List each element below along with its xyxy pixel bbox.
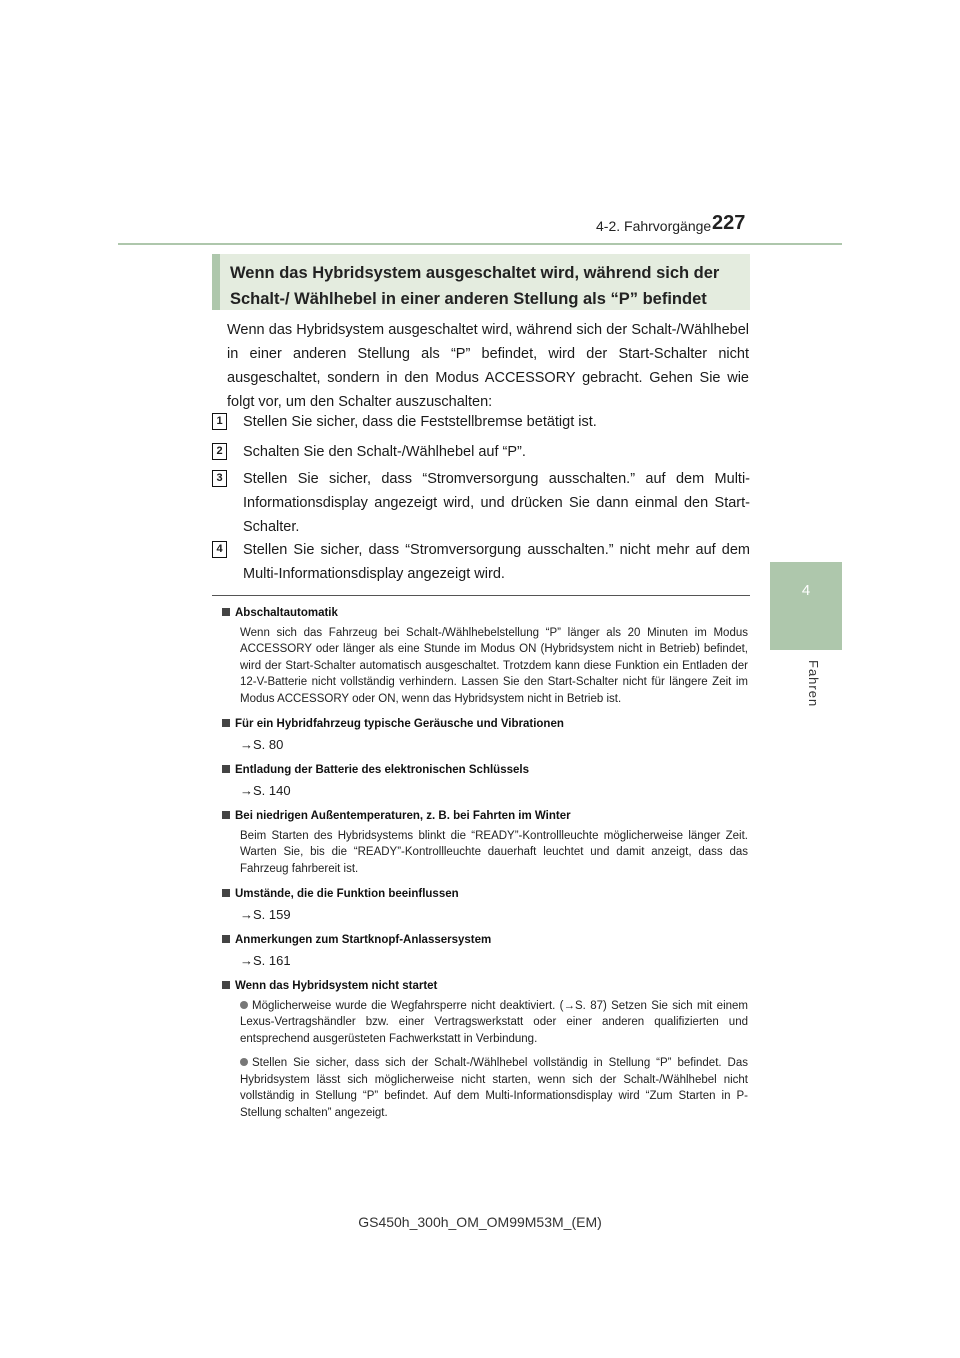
note-startet-nicht [226,978,748,1121]
note-body: Wenn sich das Fahrzeug bei Schalt-/Wählhebelstellung “P” länger als 20 Minuten im Modus ACCESSORY oder länger als eine Stunde im Modus ON (Hybridsystem nicht in Betrieb) befindet, wird der Start-Schalter automatisch ausgeschaltet. Trotzdem kann diese Funktion ein Entladen der 12-V-Batterie nicht vollständig verhindern. Lassen Sie den Start-Schalter nicht für längere Zeit im Modus ACCESSORY oder ON, wenn das Hybridsystem nicht in Betrieb ist. [240,626,748,705]
page-reference[interactable]: →S. 159 [240,906,291,922]
note-umstaende [226,886,748,923]
step-text: Schalten Sie den Schalt-/Wählhebel auf “P”. [243,444,526,460]
step-text: Stellen Sie sicher, dass “Stromversorgung ausschalten.” nicht mehr auf dem Multi-Informationsdisplay angezeigt wird. [243,542,750,582]
square-bullet-icon [222,765,230,773]
square-bullet-icon [222,811,230,819]
header-rule [118,243,842,245]
page-reference[interactable]: →S. 80 [240,736,284,752]
step-number: 2 [212,443,227,460]
step-text: Stellen Sie sicher, dass “Stromversorgung ausschalten.” auf dem Multi-Informationsdisplay angezeigt wird, und drücken Sie dann einmal den Start-Schalter. [243,471,750,535]
note-geraeusche [226,716,748,753]
bullet-item: Möglicherweise wurde die Wegfahrsperre nicht deaktiviert. (→S. 87) Setzen Sie sich mit einem Lexus-Vertragshändler bzw. einer Vertragswerkstatt oder einer anderen qualifizierten und entsprechend ausgerüsteten Fachwerkstatt in Verbindung. [240,999,748,1045]
note-heading: Entladung der Batterie des elektronischen Schlüssels [222,762,748,779]
step-number: 3 [212,470,227,487]
square-bullet-icon [222,889,230,897]
step-number: 4 [212,541,227,558]
step-number: 1 [212,413,227,430]
circle-bullet-icon [240,1058,248,1066]
note-abschaltautomatik [226,605,748,707]
note-body: Beim Starten des Hybridsystems blinkt die “READY”-Kontrollleuchte möglicherweise länger Zeit. Warten Sie, bis die “READY”-Kontrollleuchte dauerhaft leuchtet und damit anzeigt, dass das Fahrzeug fahrbereit ist. [240,829,748,875]
bullet-item: Stellen Sie sicher, dass sich der Schalt-/Wählhebel vollständig in Stellung “P” befindet. Das Hybridsystem lässt sich möglicherweise nicht starten, wenn sich der Schalt-/Wählhebel nicht vollständig in Stellung “P” befindet. Auf dem Multi-Informationsdisplay wird “Zum Starten in P-Stellung schalten” angezeigt. [240,1057,748,1119]
note-temperaturen [226,808,748,877]
square-bullet-icon [222,981,230,989]
header-section: 4-2. Fahrvorgänge [596,218,712,234]
notes [226,605,748,1130]
circle-bullet-icon [240,1001,248,1009]
note-heading: Wenn das Hybridsystem nicht startet [222,978,748,995]
square-bullet-icon [222,935,230,943]
note-heading: Für ein Hybridfahrzeug typische Geräusche und Vibrationen [222,716,748,733]
page-reference[interactable]: →S. 161 [240,952,291,968]
section-title: Wenn das Hybridsystem ausgeschaltet wird, während sich der Schalt-/ Wählhebel in einer anderen Stellung als “P” befindet [212,254,750,310]
chapter-label: Fahren [806,660,821,708]
note-heading: Anmerkungen zum Startknopf-Anlassersystem [222,932,748,949]
square-bullet-icon [222,719,230,727]
section-divider [212,595,750,596]
note-heading: Abschaltautomatik [222,605,748,622]
chapter-number: 4 [801,582,811,599]
intro-paragraph: Wenn das Hybridsystem ausgeschaltet wird, während sich der Schalt-/Wählhebel in einer anderen Stellung als “P” befindet, wird der Start-Schalter nicht ausgeschaltet, sondern in den Modus ACCESSORY gebracht. Gehen Sie wie folgt vor, um den Schalter auszuschalten: [227,322,749,410]
step-text: Stellen Sie sicher, dass die Feststellbremse betätigt ist. [243,414,597,430]
page-reference[interactable]: →S. 140 [240,782,291,798]
note-heading: Bei niedrigen Außentemperaturen, z. B. bei Fahrten im Winter [222,808,748,825]
square-bullet-icon [222,608,230,616]
document-footer: GS450h_300h_OM_OM99M53M_(EM) [358,1214,602,1230]
chapter-tab [770,562,842,650]
note-heading: Umstände, die die Funktion beeinflussen [222,886,748,903]
page-number: 227 [712,212,746,234]
note-anmerkungen [226,932,748,969]
note-batterie [226,762,748,799]
